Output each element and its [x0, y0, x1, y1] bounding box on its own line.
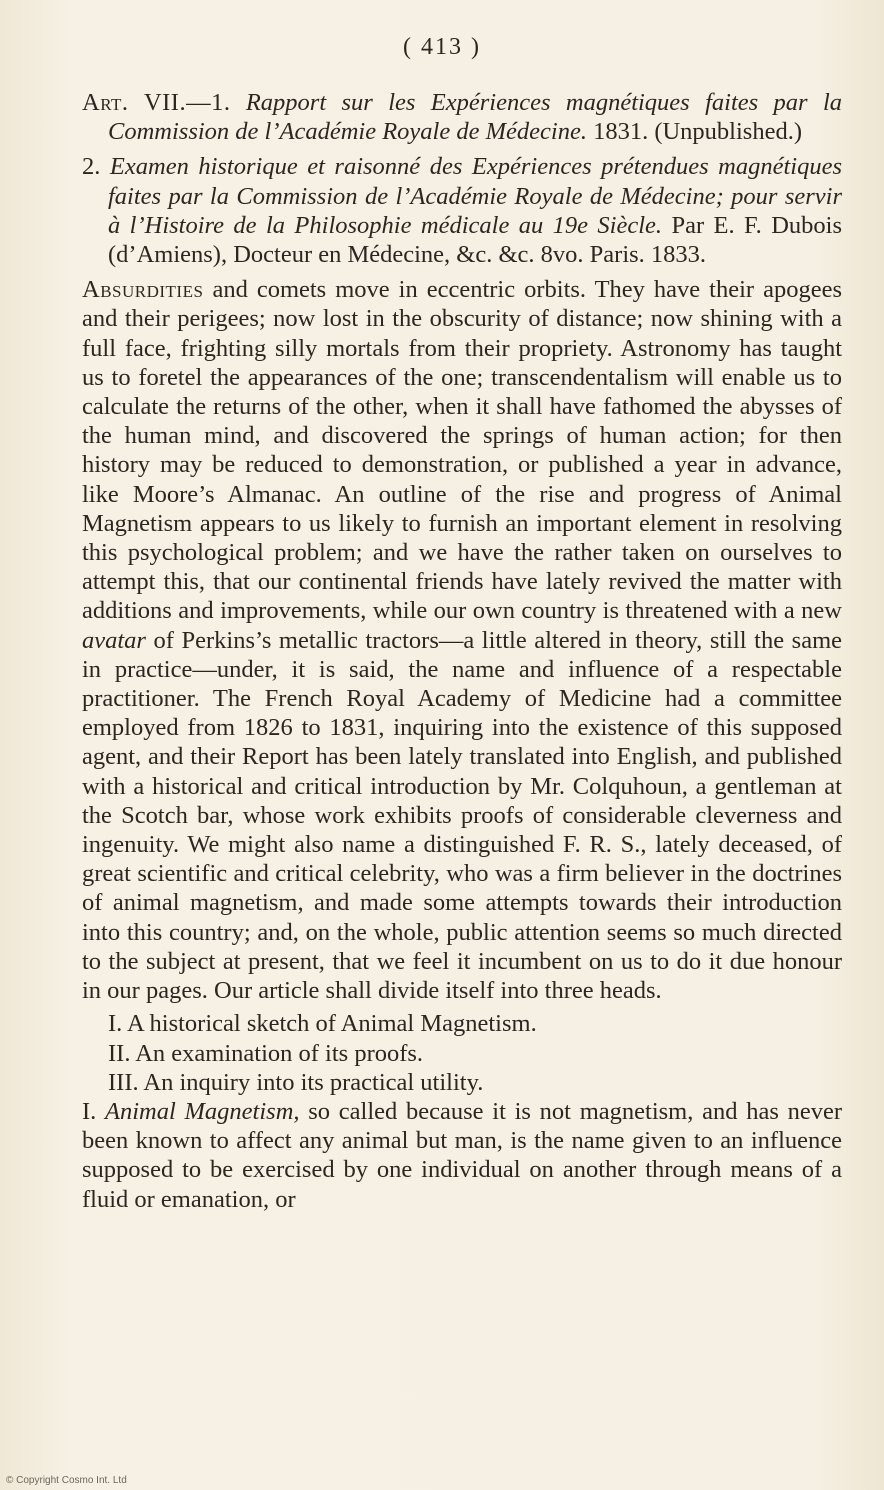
- item2-rest: Par E. F. Dubois (d’Amiens), Docteur en Médecine, &c. &c. 8vo. Paris. 1833.: [108, 211, 843, 269]
- lead-word: Absurdities: [82, 276, 204, 304]
- para1-part2: of Perkins’s metallic tractors—a little altered in theory, still the same in practice—under, it is said, the name and influence of a respectable practitioner. The French Royal Academy of Medicine had a committee employed from 1826 to 1831, inquiring into the existence of this supposed agent, and their Report has been lately translated into English, and published with a historical and critical introduction by Mr. Colquhoun, a gentleman at the Scotch bar, whose work exhibits proofs of considerable cleverness and ingenuity. We might also name a distinguished F. R. S., lately deceased, of great scientific and critical celebrity, who was a firm believer in the doctrines of animal magnetism, and made some attempts towards their introduction into this country; and, on the whole, public attention seems so much directed to the subject at present, that we feel it incumbent on us to do it due honour in our pages. Our article shall divide itself into three heads.: [82, 626, 842, 1005]
- item1-title: Rapport sur les Expériences magnétiques faites par la Commission de l’Académie Royale de Médecine.: [108, 89, 842, 146]
- text-column: [82, 88, 842, 1214]
- heads-list: [82, 1009, 842, 1097]
- item1-year: 1831.: [593, 118, 649, 146]
- para2-lead: I.: [82, 1097, 106, 1125]
- paragraph-2: [82, 1097, 842, 1214]
- para2-italic: Animal Magnetism,: [105, 1097, 300, 1125]
- list-item: III. An inquiry into its practical utility.: [108, 1068, 484, 1096]
- item2-number: 2.: [82, 153, 101, 181]
- copyright-watermark: © Copyright Cosmo Int. Ltd: [6, 1475, 127, 1486]
- para1-part1: and comets move in eccentric orbits. They have their apogees and their perigees; now lost in the obscurity of distance; now shining with a full face, frighting silly mortals from their propriety. Astronomy has taught us to foretel the appearances of the one; transcendentalism will enable us to calculate the returns of the other, when it shall have fathomed the abysses of the human mind, and discovered the springs of human action; for then history may be reduced to demonstration, or published a year in advance, like Moore’s Almanac. An outline of the rise and progress of Animal Magnetism appears to us likely to furnish an important element in resolving this psychological problem; and we have the rather taken on ourselves to attempt this, that our continental friends have lately revived the matter with additions and improvements, while our own country is threatened with a new: [82, 276, 842, 625]
- list-item: II. An examination of its proofs.: [108, 1039, 424, 1067]
- article-label: Art. VII.—1.: [82, 89, 231, 116]
- para2-rest: so called because it is not magnetism, and has never been known to affect any animal but man, is the name given to an influence supposed to be exercised by one individual on another through means of a fluid or emanation, or: [82, 1097, 842, 1213]
- article-heading-2: [82, 152, 842, 269]
- article-heading-1: [82, 88, 842, 146]
- item2-title: Examen historique et raisonné des Expériences prétendues magnétiques faites par la Commission de l’Académie Royale de Médecine; pour servir à l’Histoire de la Philosophie médicale au 19e Siècle.: [108, 153, 842, 239]
- para1-italic: avatar: [82, 626, 146, 654]
- paragraph-1: [82, 275, 842, 1005]
- page-number: ( 413 ): [403, 34, 481, 60]
- article-body: [82, 275, 842, 1214]
- item1-note: (Unpublished.): [654, 118, 802, 146]
- list-item: I. A historical sketch of Animal Magnetism.: [108, 1010, 537, 1038]
